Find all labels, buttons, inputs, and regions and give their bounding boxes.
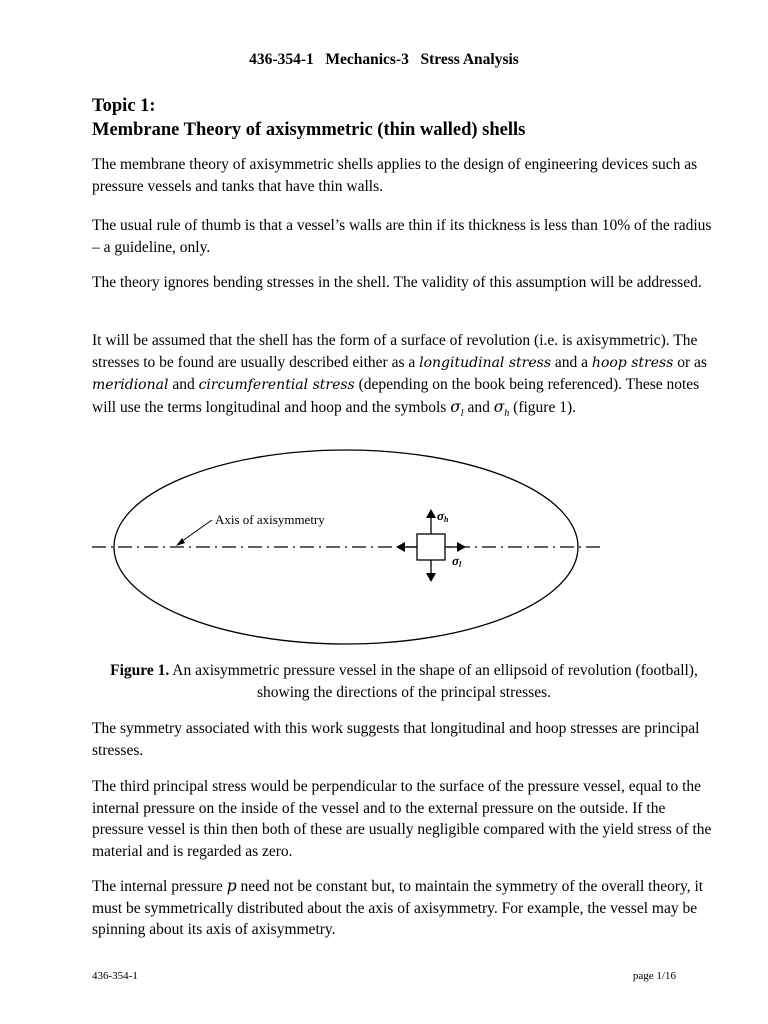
axis-label: Axis of axisymmetry (215, 512, 325, 527)
paragraph-1: The membrane theory of axisymmetric shells applies to the design of engineering devices such as pressure vessels and tanks that have thin walls. (92, 156, 698, 195)
term-circumferential-stress: circumferential stress (198, 377, 355, 393)
p4-text-e: (depending on the book being referenced). These notes will use the terms longitudinal and hoop and the symbols (92, 376, 700, 416)
p4-text-c: or as (673, 353, 707, 371)
symbol-sigma-l: σ (450, 397, 461, 416)
longitudinal-arrowhead-left (396, 542, 405, 552)
paragraph-7 (92, 876, 716, 941)
caption-text: An axisymmetric pressure vessel in the shape of an ellipsoid of revolution (football), showing the directions of the principal stresses. (169, 662, 698, 701)
course-header: 436-354-1 Mechanics-3 Stress Analysis (249, 51, 519, 68)
longitudinal-arrowhead-right (457, 542, 466, 552)
p7-text-b: need not be constant but, to maintain the symmetry of the overall theory, it must be symmetrically distributed about the axis of axisymmetry. For example, the vessel may be spinning about its axis of axisymmetry. (92, 878, 704, 938)
paragraph-2: The usual rule of thumb is that a vessel’s walls are thin if its thickness is less than 10% of the radius – a guideline, only. (92, 217, 712, 256)
term-longitudinal-stress: longitudinal stress (419, 354, 552, 371)
topic-title: Membrane Theory of axisymmetric (thin walled) shells (92, 120, 526, 140)
figure-1-diagram (0, 440, 768, 650)
p4-text-a: It will be assumed that the shell has the form of a surface of revolution (i.e. is axisymmetric). The stresses to be found are usually described either as a (92, 332, 698, 371)
stress-element-box (417, 534, 445, 560)
p4-text-b: and a (551, 353, 592, 371)
ellipsoid-vessel-svg (0, 440, 768, 650)
p7-text-a: The internal pressure (92, 878, 227, 895)
figure-1-caption (92, 660, 716, 703)
paragraph-6: The third principal stress would be perpendicular to the surface of the pressure vessel, equal to the internal pressure on the inside of the vessel and to the external pressure on the outside. If the pressure vessel is thin then both of these are usually negligible compared with the yield stress of the material and is regarded as zero. (92, 778, 712, 860)
term-meridional: meridional (92, 377, 169, 393)
sigma-l-label: σl (452, 553, 462, 569)
p4-text-f: and (463, 398, 494, 416)
hoop-arrowhead-up (426, 509, 436, 518)
paragraph-3: The theory ignores bending stresses in the shell. The validity of this assumption will be addressed. (92, 274, 702, 291)
sigma-h-label: σh (437, 508, 449, 524)
footer-course-code: 436-354-1 (92, 970, 138, 982)
p4-text-d: and (168, 376, 199, 393)
topic-number: Topic 1: (92, 96, 156, 116)
footer-page-number: page 1/16 (632, 970, 676, 982)
paragraph-4 (92, 330, 716, 424)
term-hoop-stress: hoop stress (591, 354, 674, 371)
hoop-arrowhead-down (426, 573, 436, 582)
p4-text-g: (figure 1). (509, 398, 577, 416)
topic-heading (92, 94, 712, 142)
symbol-sigma-h: σ (493, 397, 505, 416)
subscript-h: h (504, 407, 510, 419)
caption-label: Figure 1. (110, 662, 170, 679)
symbol-p: p (226, 877, 237, 895)
paragraph-5: The symmetry associated with this work suggests that longitudinal and hoop stresses are principal stresses. (92, 720, 700, 759)
axis-leader-arrowhead (176, 538, 185, 546)
subscript-l: l (460, 407, 464, 419)
